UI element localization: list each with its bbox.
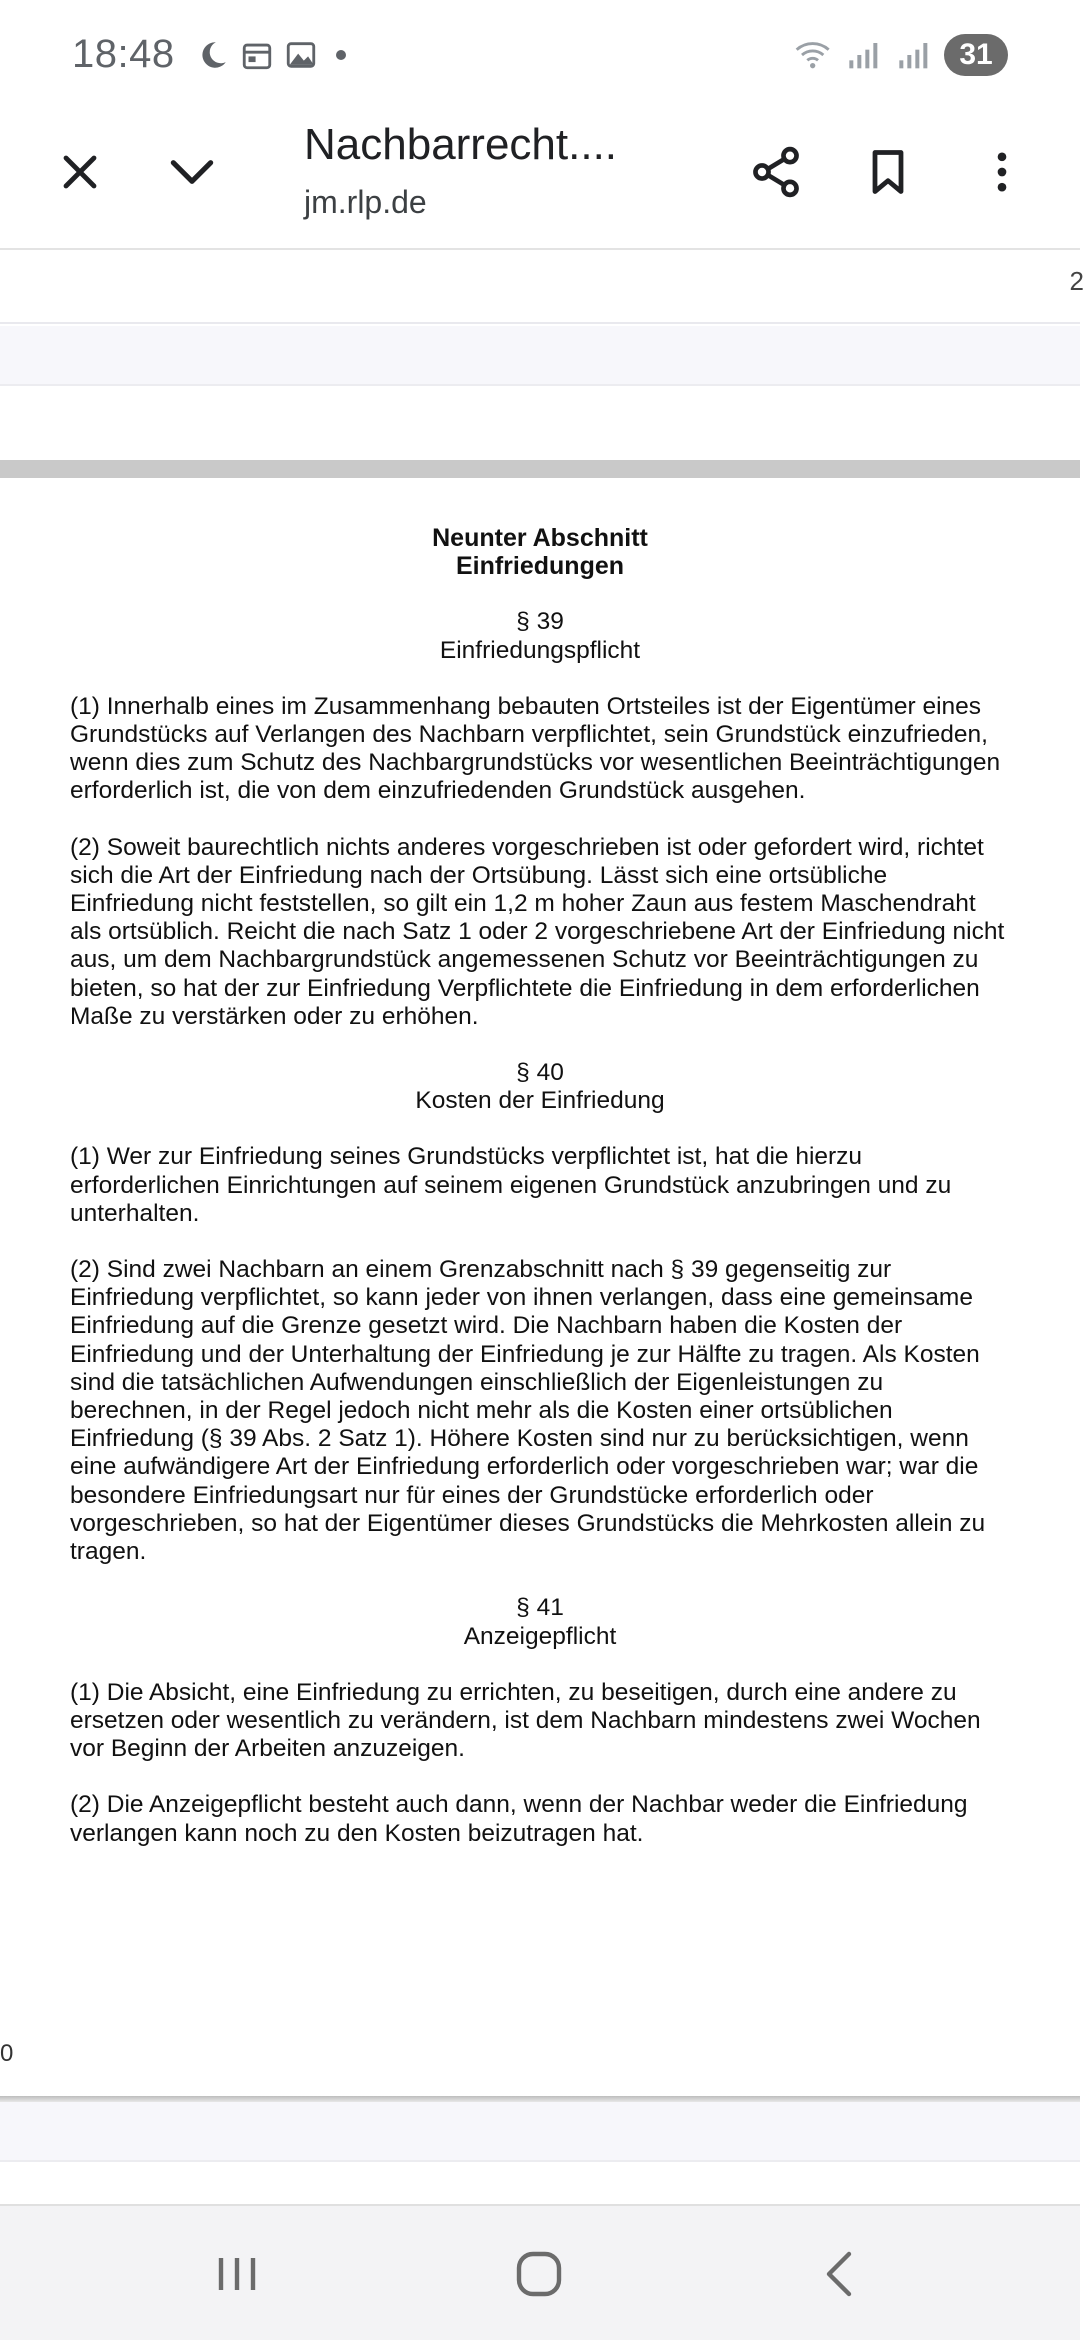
status-bar	[0, 0, 1080, 100]
home-icon	[509, 2244, 569, 2304]
recents-button[interactable]	[192, 2234, 282, 2314]
signal-icon	[844, 38, 884, 72]
page-title: Nachbarrecht....	[304, 120, 618, 169]
page-band-bottom	[0, 2102, 1080, 2162]
paragraph-text: (1) Die Absicht, eine Einfriedung zu errichten, zu beseitigen, durch eine andere zu ersetzen oder wesentlich zu verändern, ist dem Nachbarn mindestens zwei Wochen vor Beginn der Arbeiten anzuzeigen.	[70, 1678, 981, 1763]
share-button[interactable]	[736, 132, 816, 212]
page-divider	[0, 460, 1080, 478]
back-button[interactable]	[796, 2234, 886, 2314]
signal-icon	[894, 38, 934, 72]
recents-icon	[207, 2244, 267, 2304]
chevron-down-icon	[164, 144, 220, 200]
back-icon	[811, 2244, 871, 2304]
home-button[interactable]	[494, 2234, 584, 2314]
navigation-bar	[0, 2204, 1080, 2340]
section-title: Neunter Abschnitt	[432, 524, 648, 552]
bookmark-icon	[862, 146, 914, 198]
status-icons-left	[196, 38, 346, 72]
close-icon	[56, 148, 104, 196]
more-options-button[interactable]	[962, 132, 1042, 212]
paragraph-text: (2) Soweit baurechtlich nichts anderes vorgeschrieben ist oder gefordert wird, richtet sich die Art der Einfriedung nach der Ortsübung. Lässt sich eine ortsübliche Einfriedung nicht feststellen, so gilt ein 1,2 m hoher Zaun aus festem Maschendraht als ortsüblich. Reicht die nach Satz 1 oder 2 vorgeschriebene Art der Einfriedung nicht aus, um dem Nachbargrundstück angemessenen Schutz vor Beeinträchtigungen zu bieten, so hat der zur Einfriedung Verpflichtete die Einfriedung in dem erforderlichen Maße zu verstärken oder zu erhöhen.	[70, 833, 1005, 1030]
page-band	[0, 326, 1080, 386]
paragraph-number: § 39	[516, 608, 564, 636]
edge-text-right: 2	[1069, 266, 1084, 296]
page-band	[0, 2164, 1080, 2204]
paragraph-title: Einfriedungspflicht	[439, 636, 641, 664]
gallery-icon	[284, 38, 318, 72]
minimize-button[interactable]	[152, 132, 232, 212]
share-icon	[748, 144, 804, 200]
edge-text-left: 0	[0, 2040, 14, 2067]
paragraph-number: § 41	[516, 1594, 564, 1622]
paragraph-number: § 40	[516, 1059, 564, 1087]
page-url: jm.rlp.de	[304, 184, 427, 220]
notification-dot-icon	[336, 50, 346, 60]
document-content	[70, 524, 1010, 1848]
paragraph-title: Kosten der Einfriedung	[415, 1087, 665, 1115]
paragraph-text: (1) Wer zur Einfriedung seines Grundstücks verpflichtet ist, hat die hierzu erforderlichen Einrichtungen auf seinem eigenen Grundstück anzubringen und zu unterhalten.	[70, 1143, 952, 1227]
paragraph-title: Anzeigepflicht	[463, 1622, 617, 1650]
section-subtitle: Einfriedungen	[455, 552, 625, 581]
close-button[interactable]	[40, 132, 120, 212]
paragraph-text: (2) Die Anzeigepflicht besteht auch dann, wenn der Nachbar weder die Einfriedung verlangen kann noch zu den Kosten beizutragen hat.	[70, 1791, 968, 1847]
paragraph-text: (1) Innerhalb eines im Zusammenhang bebauten Ortsteiles ist der Eigentümer eines Grundstücks auf Verlangen des Nachbarn verpflichtet, sein Grundstück einzufrieden, wenn dies zum Schutz des Nachbargrundstücks vor wesentlichen Beeinträchtigungen erforderlich ist, die von dem einzufriedenden Grundstück ausgehen.	[70, 692, 1001, 805]
more-vert-icon	[976, 146, 1028, 198]
calendar-icon	[240, 38, 274, 72]
wifi-icon	[794, 38, 834, 72]
status-time: 18:48	[72, 32, 175, 76]
battery-indicator: 31	[944, 34, 1008, 76]
page-band-top	[0, 252, 1084, 324]
bookmark-button[interactable]	[848, 132, 928, 212]
moon-icon	[196, 38, 230, 72]
paragraph-text: (2) Sind zwei Nachbarn an einem Grenzabschnitt nach § 39 gegenseitig zur Einfriedung verpflichtet, so kann jeder von ihnen verlangen, dass eine gemeinsame Einfriedung auf die Grenze gesetzt wird. Die Nachbarn haben die Kosten der Einfriedung und der Unterhaltung der Einfriedung je zur Hälfte zu tragen. Als Kosten sind die tatsächlichen Aufwendungen einschließlich der Eigenleistungen zu berechnen, in der Regel jedoch nicht mehr als die Kosten einer ortsüblichen Einfriedung (§ 39 Abs. 2 Satz 1). Höhere Kosten sind nur zu berücksichtigen, wenn eine aufwändigere Art der Einfriedung erforderlich oder vorgeschrieben war; war die besondere Einfriedungsart nur für eines der Grundstücke erforderlich oder vorgeschrieben, so hat der Eigentümer dieses Grundstücks die Mehrkosten allein zu tragen.	[70, 1256, 986, 1566]
custom-tab-toolbar	[0, 100, 1080, 250]
page-band	[0, 388, 1080, 460]
status-icons-right	[794, 34, 1008, 76]
